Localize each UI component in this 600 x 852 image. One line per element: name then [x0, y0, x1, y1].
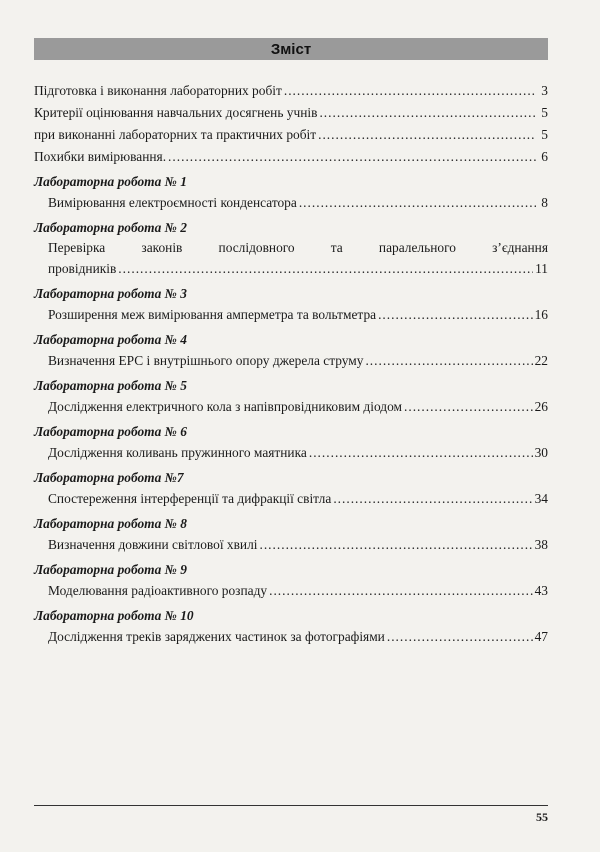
lab-page: 16	[534, 307, 548, 322]
lab-heading: Лабораторна робота № 2	[34, 220, 187, 235]
toc-entry-page: 5	[541, 127, 548, 142]
leader-dots	[309, 442, 533, 464]
lab-title: Визначення довжини світлової хвилі	[48, 537, 258, 552]
table-of-contents	[34, 80, 548, 648]
leader-dots	[319, 102, 536, 124]
lab-heading: Лабораторна робота №7	[34, 470, 184, 485]
lab-title: Моделювання радіоактивного розпаду	[48, 583, 268, 598]
lab-title: Дослідження електричного кола з напівпровідниковим діодом	[48, 399, 402, 414]
lab-page: 26	[534, 399, 548, 414]
lab-title: Спостереження інтерференції та дифракції світла	[48, 491, 332, 506]
lab-title: Розширення меж вимірювання амперметра та вольтметра	[48, 307, 377, 322]
toc-entry-lab[interactable]	[34, 350, 548, 372]
lab-heading: Лабораторна робота № 3	[34, 286, 187, 301]
lab-title: Визначення ЕРС і внутрішнього опору джерела струму	[48, 353, 364, 368]
toc-entry-lab[interactable]	[34, 580, 548, 602]
toc-entry-lab[interactable]	[34, 258, 548, 280]
toc-entry[interactable]	[34, 124, 548, 146]
toc-entry-page: 3	[541, 83, 548, 98]
leader-dots	[118, 258, 533, 280]
toc-entry-lab[interactable]	[34, 488, 548, 510]
lab-page: 11	[535, 261, 548, 276]
toc-entry-lab[interactable]	[34, 304, 548, 326]
toc-entry[interactable]	[34, 102, 548, 124]
toc-entry-lab[interactable]	[34, 396, 548, 418]
toc-entry-page: 5	[541, 105, 548, 120]
lab-heading: Лабораторна робота № 8	[34, 516, 187, 531]
page-number: 55	[536, 810, 548, 824]
lab-heading: Лабораторна робота № 9	[34, 562, 187, 577]
lab-page: 43	[534, 583, 548, 598]
lab-page: 30	[534, 445, 548, 460]
leader-dots	[284, 80, 536, 102]
contents-header-bar	[34, 38, 548, 60]
leader-dots	[387, 626, 533, 648]
toc-entry-lab[interactable]	[34, 534, 548, 556]
lab-heading: Лабораторна робота № 6	[34, 424, 187, 439]
lab-page: 22	[534, 353, 548, 368]
toc-entry-text: Підготовка і виконання лабораторних робіт	[34, 83, 282, 98]
leader-dots	[333, 488, 532, 510]
toc-entry-text: Похибки вимірювання.	[34, 149, 167, 164]
lab-heading: Лабораторна робота № 5	[34, 378, 187, 393]
toc-entry-lab[interactable]	[34, 192, 548, 214]
toc-entry[interactable]	[34, 146, 548, 168]
contents-title: Зміст	[270, 40, 312, 58]
leader-dots	[404, 396, 533, 418]
leader-dots	[365, 350, 532, 372]
lab-page: 47	[534, 629, 548, 644]
lab-title: Дослідження коливань пружинного маятника	[48, 445, 307, 460]
lab-page: 34	[534, 491, 548, 506]
lab-title: Дослідження треків заряджених частинок за фотографіями	[48, 629, 385, 644]
lab-heading: Лабораторна робота № 1	[34, 174, 187, 189]
toc-entry[interactable]	[34, 80, 548, 102]
toc-entry-lab[interactable]	[34, 626, 548, 648]
leader-dots	[269, 580, 533, 602]
lab-heading: Лабораторна робота № 10	[34, 608, 194, 623]
toc-entry-lab[interactable]	[34, 442, 548, 464]
toc-entry-text: Критерії оцінювання навчальних досягнень учнів	[34, 105, 318, 120]
leader-dots	[378, 304, 533, 326]
leader-dots	[259, 534, 532, 556]
lab-page: 8	[541, 195, 548, 210]
leader-dots	[299, 192, 536, 214]
leader-dots	[318, 124, 536, 146]
lab-page: 38	[534, 537, 548, 552]
lab-title-line1[interactable]: Перевірка законів послідовного та паралельного з’єднання	[48, 240, 548, 255]
lab-title-line2: провідників	[48, 261, 117, 276]
toc-entry-page: 6	[541, 149, 548, 164]
footer-rule	[34, 805, 548, 806]
lab-heading: Лабораторна робота № 4	[34, 332, 187, 347]
leader-dots	[168, 146, 536, 168]
lab-title: Вимірювання електроємності конденсатора	[48, 195, 297, 210]
toc-entry-text: при виконанні лабораторних та практичних робіт	[34, 127, 317, 142]
